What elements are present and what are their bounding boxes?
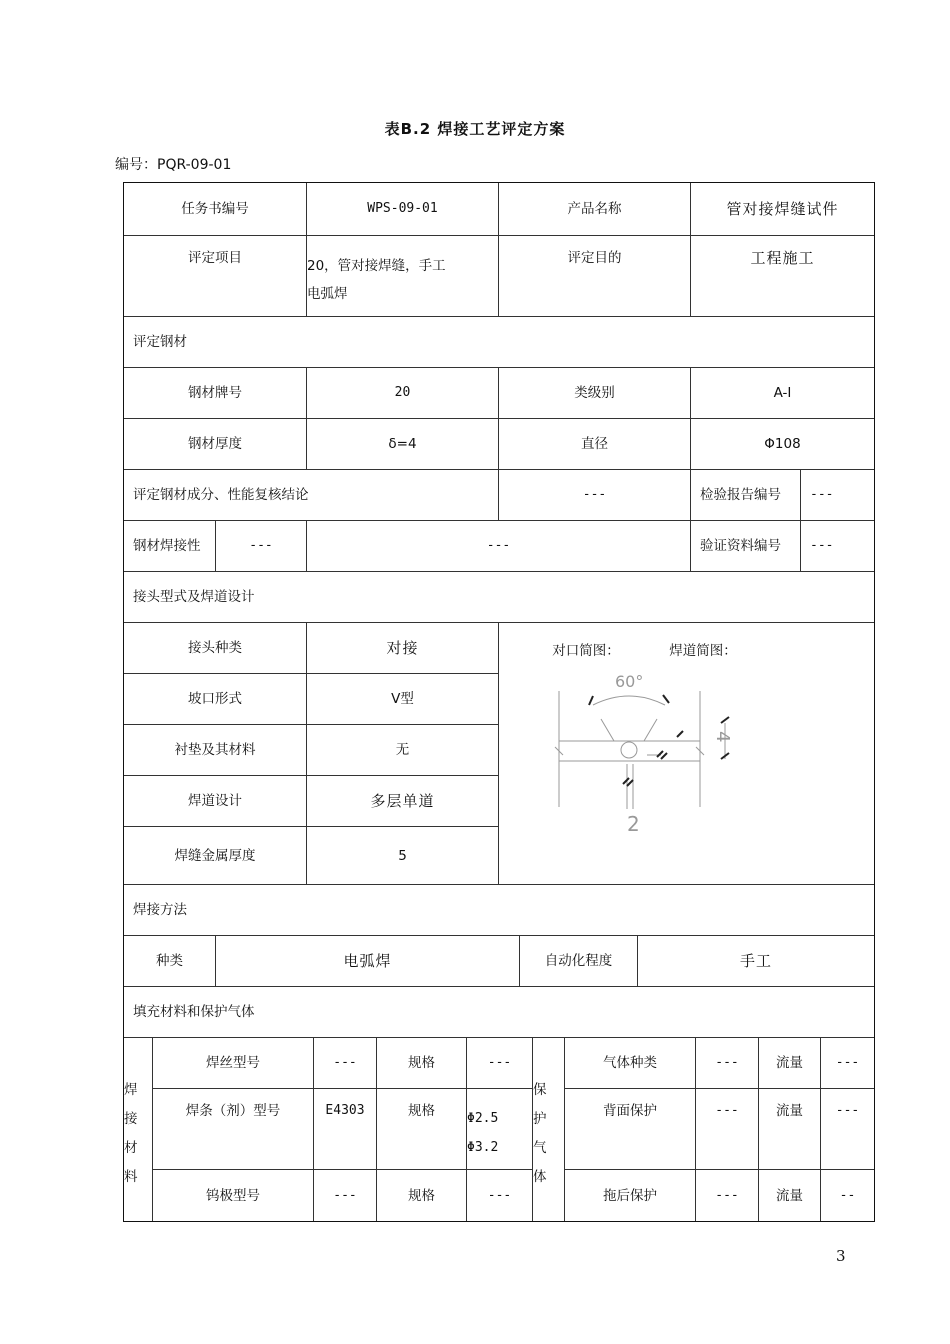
gas-group-char: 护 [533,1110,547,1127]
back-flow-value: --- [821,1089,874,1170]
method-kind-label: 种类 [124,936,216,987]
conclusion-value: --- [499,470,691,521]
joint-section-heading: 接头型式及焊道设计 [124,572,874,623]
weldability-value: --- [216,521,307,572]
gas-flow-label: 流量 [759,1038,821,1089]
class-value: A-Ⅰ [691,368,874,419]
report-label: 检验报告编号 [691,470,801,521]
verify-label: 验证资料编号 [691,521,801,572]
wire-spec-value: --- [467,1038,533,1089]
electrode-model-label: 焊条（剂）型号 [153,1089,314,1170]
wire-model-value: --- [314,1038,377,1089]
gap-dimension: 2 [627,812,640,836]
diameter-label: 直径 [499,419,691,470]
item-value [307,236,499,317]
class-label: 类级别 [499,368,691,419]
automation-value: 手工 [638,936,874,987]
automation-label: 自动化程度 [520,936,638,987]
product-value: 管对接焊缝试件 [691,183,874,236]
metal-thickness-label: 焊缝金属厚度 [124,827,307,885]
conclusion-label: 评定钢材成分、性能复核结论 [124,470,499,521]
product-label: 产品名称 [499,183,691,236]
joint-type-value: 对接 [307,623,499,674]
back-shield-label: 背面保护 [565,1089,696,1170]
wps-table [123,182,875,1222]
weldability-label: 钢材焊接性 [124,521,216,572]
filler-group-label [124,1038,153,1221]
filler-group-char: 接 [124,1110,138,1127]
back-flow-label: 流量 [759,1089,821,1170]
steel-section-heading: 评定钢材 [124,317,874,368]
thickness-value: δ=4 [307,419,499,470]
electrode-spec-label: 规格 [377,1089,467,1170]
trailing-flow-label: 流量 [759,1170,821,1221]
back-shield-value: --- [696,1089,759,1170]
purpose-value: 工程施工 [691,236,874,317]
gas-group-label [533,1038,565,1221]
tungsten-model-label: 钨极型号 [153,1170,314,1221]
purpose-label: 评定目的 [499,236,691,317]
backing-value: 无 [307,725,499,776]
diameter-value: Φ108 [691,419,874,470]
gas-type-value: --- [696,1038,759,1089]
gas-group-char: 气 [533,1139,547,1156]
wire-spec-label: 规格 [377,1038,467,1089]
gas-group-char: 体 [533,1168,547,1185]
trailing-shield-value: --- [696,1170,759,1221]
pass-label: 焊道设计 [124,776,307,827]
table-title: 表B.2 焊接工艺评定方案 [384,120,566,138]
item-value-line2: 电弧焊 [307,286,348,302]
gas-type-label: 气体种类 [565,1038,696,1089]
weldability-value-2: --- [307,521,691,572]
tungsten-model-value: --- [314,1170,377,1221]
page-number: 3 [836,1247,846,1265]
pass-sketch-label: 焊道简图： [669,643,737,659]
grade-label: 钢材牌号 [124,368,307,419]
gas-group-char: 保 [533,1081,547,1098]
backing-label: 衬垫及其材料 [124,725,307,776]
verify-value: --- [801,521,874,572]
groove-sketch-drawing [549,669,759,844]
item-value-line1: 20，管对接焊缝，手工 [307,258,446,274]
filler-group-char: 焊 [124,1081,138,1098]
gas-flow-value: --- [821,1038,874,1089]
angle-dimension: 60° [615,672,644,691]
method-section-heading: 焊接方法 [124,885,874,936]
electrode-spec-values [467,1089,533,1170]
wire-model-label: 焊丝型号 [153,1038,314,1089]
electrode-model-value: E4303 [314,1089,377,1170]
joint-sketch-cell [499,623,874,885]
grade-value: 20 [307,368,499,419]
filler-section-heading: 填充材料和保护气体 [124,987,874,1038]
filler-group-char: 材 [124,1139,138,1156]
method-kind-value: 电弧焊 [216,936,520,987]
metal-thickness-value: 5 [307,827,499,885]
tungsten-spec-value: --- [467,1170,533,1221]
task-value: WPS-09-01 [307,183,499,236]
groove-value: V型 [307,674,499,725]
joint-type-label: 接头种类 [124,623,307,674]
pass-value: 多层单道 [307,776,499,827]
groove-label: 坡口形式 [124,674,307,725]
trailing-shield-label: 拖后保护 [565,1170,696,1221]
item-label: 评定项目 [124,236,307,317]
tungsten-spec-label: 规格 [377,1170,467,1221]
trailing-flow-value: -- [839,1187,856,1203]
thickness-dimension: 4 [712,731,733,743]
report-value: --- [801,470,874,521]
document-number: 编号：PQR-09-01 [115,157,232,173]
task-label: 任务书编号 [124,183,307,236]
thickness-label: 钢材厚度 [124,419,307,470]
electrode-spec-value-1: Φ2.5 [467,1111,499,1126]
electrode-spec-value-2: Φ3.2 [467,1140,499,1155]
groove-sketch-label: 对口简图： [552,643,620,659]
filler-group-char: 料 [124,1168,138,1185]
